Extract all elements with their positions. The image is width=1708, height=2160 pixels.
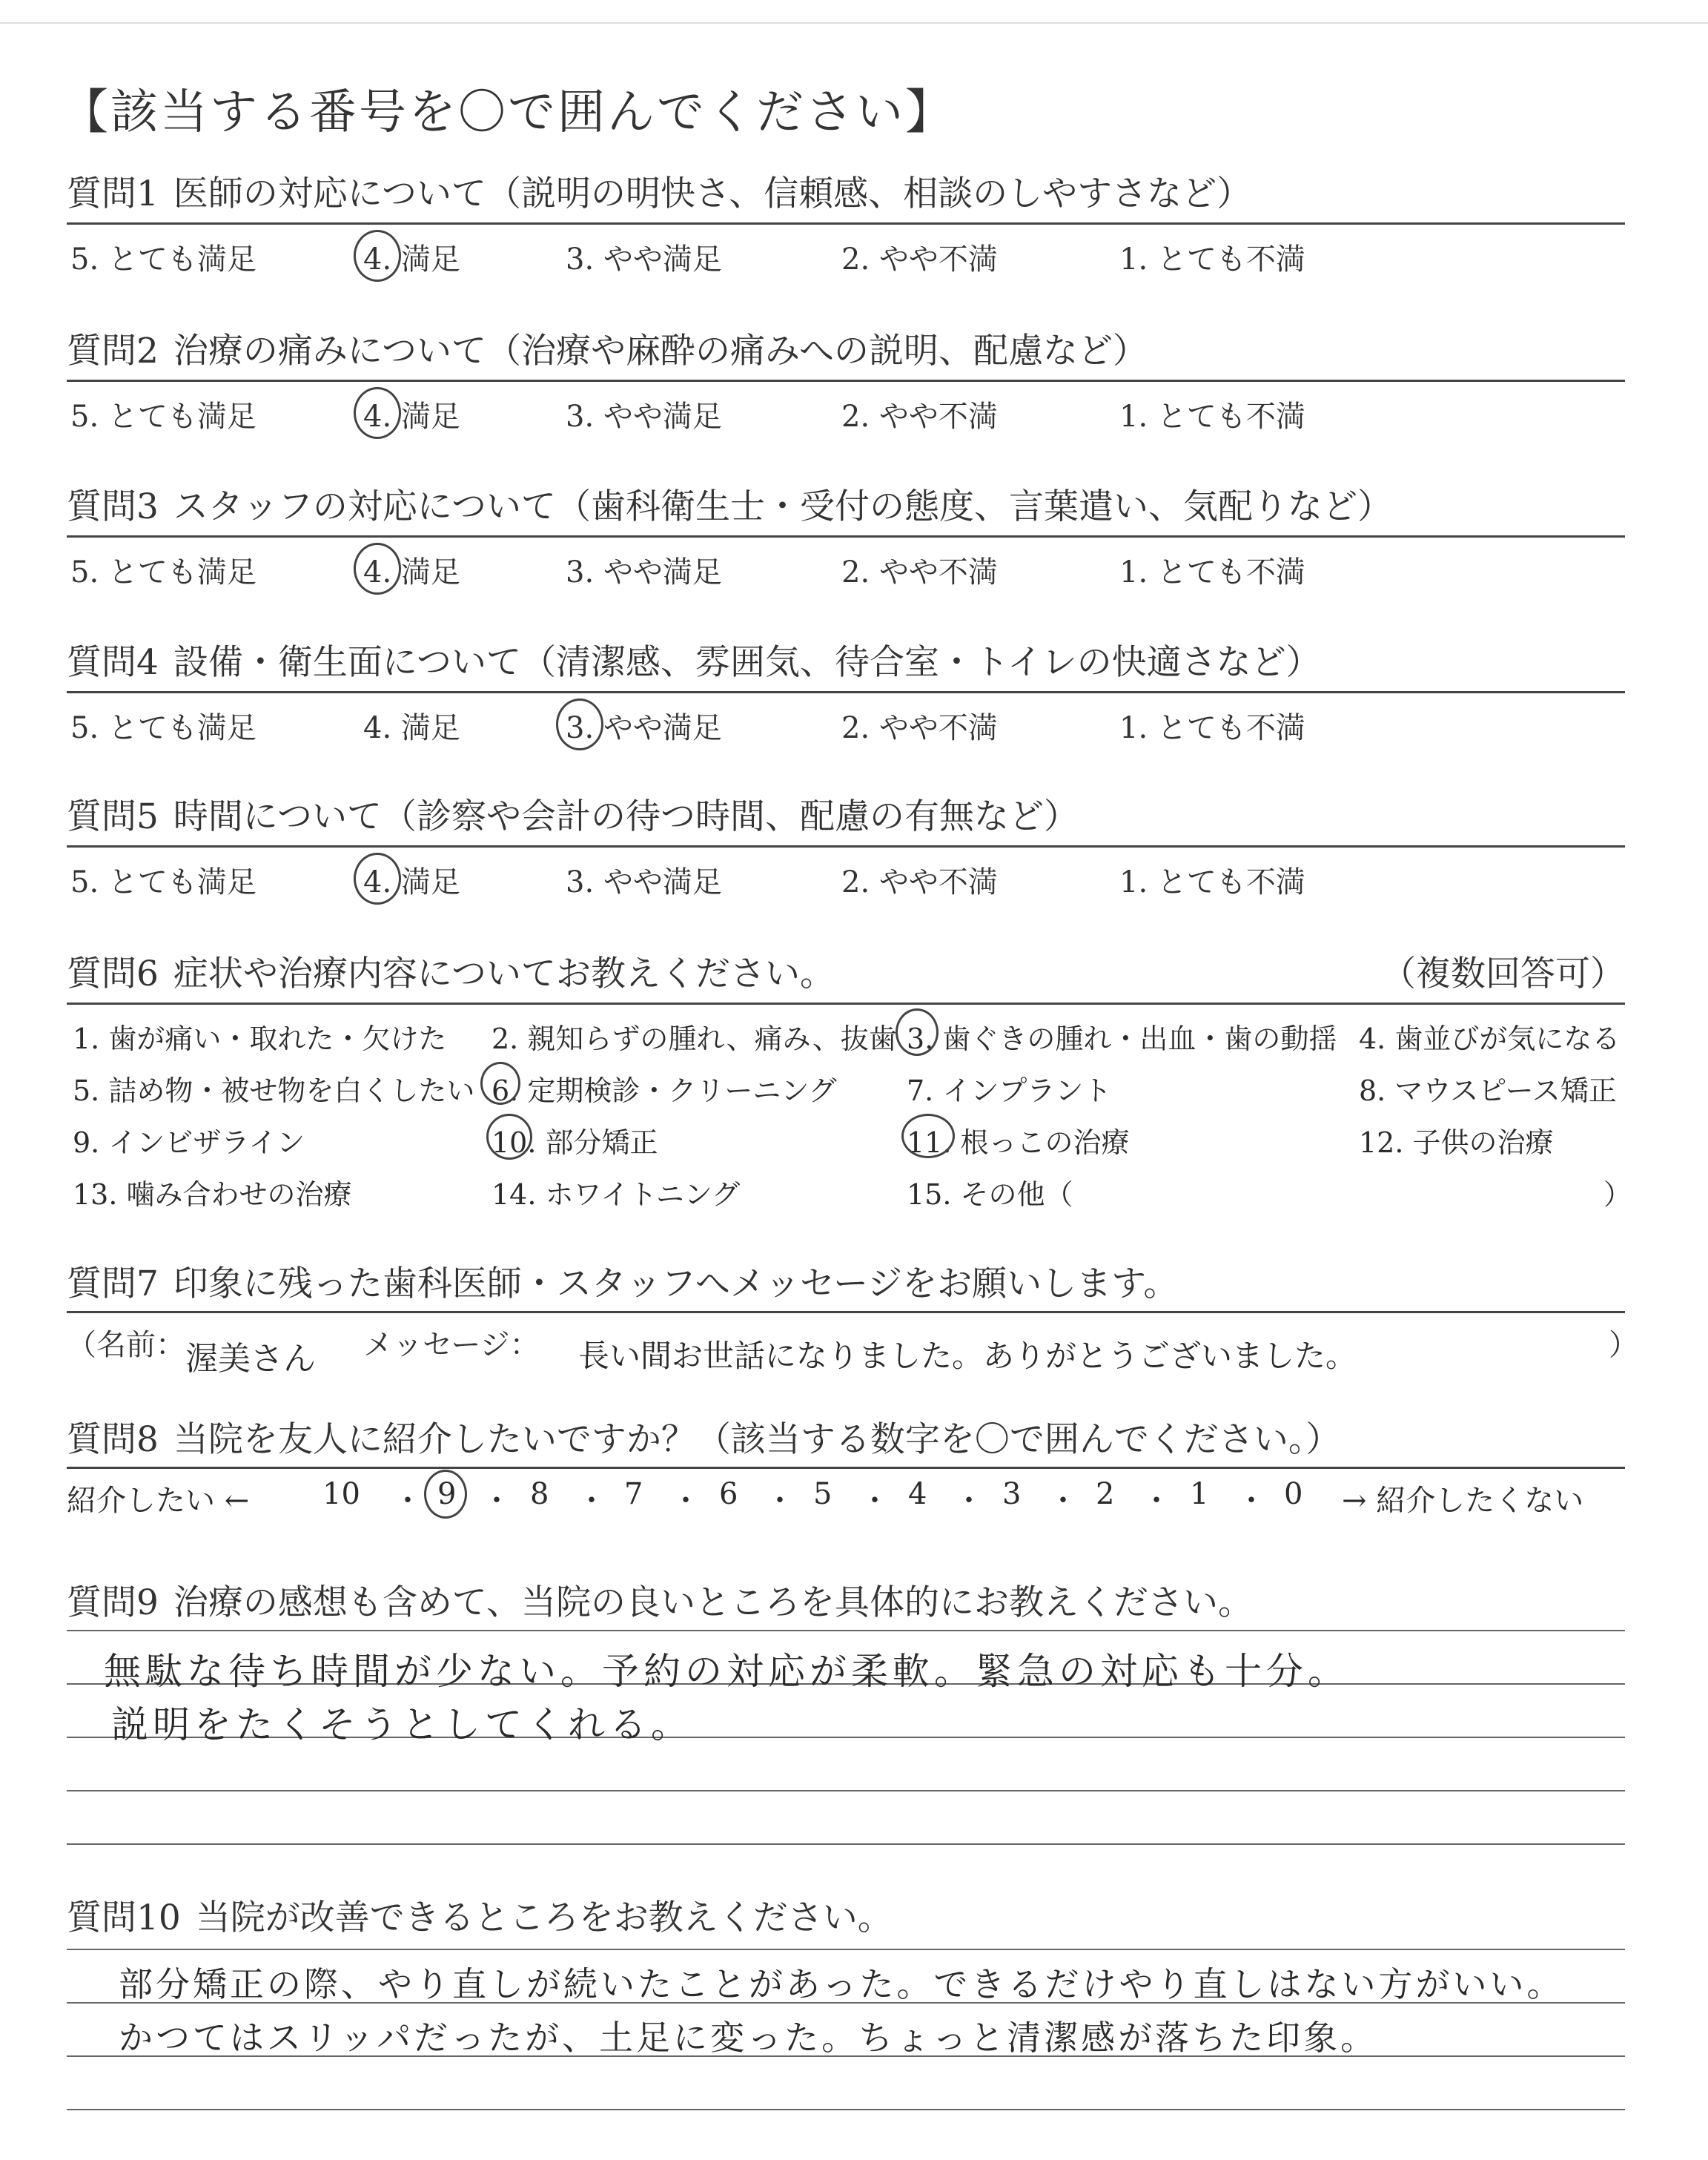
scale-6[interactable]: 6 [719,1477,738,1511]
answer-lines-q10 [67,1949,1625,2156]
top-divider [0,22,1708,24]
question-title: 印象に残った歯科医師・スタッフへメッセージをお願いします。 [173,1264,1179,1304]
option-3[interactable]: 3. やや満足 [566,400,722,434]
rule-q7 [67,1311,1625,1313]
option-3[interactable]: 3. やや満足 [566,711,722,745]
question-10 [67,1895,1625,1942]
question-title: 症状や治療内容についてお教えください。 [173,954,835,994]
question-title: 医師の対応について（説明の明快さ、信頼感、相談のしやすさなど） [173,174,1252,214]
question-title: 設備・衛生面について（清潔感、雰囲気、待合室・トイレの快適さなど） [173,642,1321,683]
question-title: 治療の痛みについて（治療や麻酔の痛みへの説明、配慮など） [173,331,1148,371]
selection-circle [901,1114,955,1158]
option-1[interactable]: 1. とても不満 [1119,555,1305,589]
question-title: 当院を友人に紹介したいですか？（該当する数字を〇で囲んでください。） [173,1419,1341,1460]
scale-8[interactable]: 8 [530,1477,549,1511]
symptom-option-9[interactable]: 9. インビザライン [73,1126,305,1159]
option-4[interactable]: 4. 満足 [363,242,460,277]
message-row [67,1321,1638,1378]
question-number: 質問2 [67,331,159,371]
option-3[interactable]: 3. やや満足 [566,555,722,589]
option-5[interactable]: 5. とても満足 [70,711,256,745]
scale-2[interactable]: 2 [1096,1477,1115,1511]
option-5[interactable]: 5. とても満足 [70,400,256,434]
symptom-option-6[interactable]: 6. 定期検診・クリーニング [491,1074,837,1107]
question-4 [67,639,1625,687]
option-3[interactable]: 3. やや満足 [566,865,722,899]
recommend-right-label: → 紹介したくない [1342,1484,1584,1518]
rule-q6 [67,1003,1625,1005]
option-2[interactable]: 2. やや不満 [841,711,998,745]
scale-10[interactable]: 10 [322,1477,360,1511]
selection-circle [424,1470,467,1519]
answer-line-1[interactable]: 無駄な待ち時間が少ない。予約の対応が柔軟。緊急の対応も十分。 [104,1650,1349,1693]
question-title: スタッフの対応について（歯科衛生士・受付の態度、言葉遣い、気配りなど） [173,486,1392,527]
symptom-option-7[interactable]: 7. インプラント [907,1074,1112,1107]
answer-lines-q9 [67,1630,1625,1852]
question-3 [67,483,1625,531]
option-1[interactable]: 1. とても不満 [1119,242,1305,277]
symptom-option-5[interactable]: 5. 詰め物・被せ物を白くしたい [73,1074,475,1107]
option-1[interactable]: 1. とても不満 [1119,865,1305,899]
symptom-option-3[interactable]: 3. 歯ぐきの腫れ・出血・歯の動揺 [907,1023,1337,1055]
question-title: 当院が改善できるところをお教えください。 [195,1898,893,1938]
selection-circle [354,543,401,595]
question-number: 質問10 [67,1898,181,1938]
answer-line-2[interactable]: かつてはスリッパだったが、土足に変った。ちょっと清潔感が落ちた印象。 [119,2018,1378,2058]
symptom-option-11[interactable]: 11. 根っこの治療 [907,1126,1130,1159]
option-4[interactable]: 4. 満足 [363,400,460,434]
question-2 [67,328,1625,375]
question-6 [67,951,1625,998]
question-title: 時間について（診察や会計の待つ時間、配慮の有無など） [173,796,1079,837]
page-header: 【該当する番号を〇で囲んでください】 [61,85,955,140]
symptom-options [73,1016,1632,1231]
option-3[interactable]: 3. やや満足 [566,242,722,277]
question-1 [67,171,1625,218]
symptom-option-2[interactable]: 2. 親知らずの腫れ、痛み、抜歯 [491,1023,897,1055]
question-number: 質問6 [67,954,159,994]
option-2[interactable]: 2. やや不満 [841,555,998,589]
multiple-answer-note: （複数回答可） [1381,954,1625,994]
question-number: 質問4 [67,642,159,683]
option-5[interactable]: 5. とても満足 [70,555,256,589]
question-number: 質問7 [67,1264,159,1304]
option-1[interactable]: 1. とても不満 [1119,400,1305,434]
recommend-scale: 紹介したい ← 10 ・ 9 ・ 8 ・ 7 ・ 6 ・ 5 ・ 4 ・ 3 ・ 2 ・ 1 ・ 0 → 紹介したくない [67,1477,1625,1526]
other-close-paren: ） [1603,1178,1632,1211]
option-4[interactable]: 4. 満足 [363,865,460,899]
symptom-option-15[interactable]: 15. その他（ [907,1178,1073,1211]
message-label: メッセージ： [363,1328,540,1362]
name-label: （名前： [67,1328,185,1362]
answer-line-1[interactable]: 部分矯正の際、やり直しが続いたことがあった。できるだけやり直しはない方がいい。 [119,1964,1564,2004]
selection-circle [896,1008,939,1056]
rule-q1 [67,222,1625,225]
option-4[interactable]: 4. 満足 [363,711,460,745]
rule-q8 [67,1467,1625,1469]
symptom-option-10[interactable]: 10. 部分矯正 [491,1126,658,1159]
symptom-option-13[interactable]: 13. 噛み合わせの治療 [73,1178,352,1211]
option-1[interactable]: 1. とても不満 [1119,711,1305,745]
question-number: 質問5 [67,796,159,837]
option-5[interactable]: 5. とても満足 [70,865,256,899]
symptom-option-4[interactable]: 4. 歯並びが気になる [1359,1023,1621,1055]
question-number: 質問1 [67,174,159,214]
option-2[interactable]: 2. やや不満 [841,400,998,434]
symptom-option-1[interactable]: 1. 歯が痛い・取れた・欠けた [73,1023,447,1055]
option-2[interactable]: 2. やや不満 [841,865,998,899]
message-value[interactable]: 長い間お世話になりました。ありがとうございました。 [578,1338,1357,1374]
recommend-left-label: 紹介したい ← [67,1484,250,1518]
rule-q4 [67,691,1625,693]
scale-9[interactable]: 9 [437,1477,457,1511]
selection-circle [556,698,603,750]
symptom-option-8[interactable]: 8. マウスピース矯正 [1359,1074,1617,1107]
question-5 [67,793,1625,841]
selection-circle [354,230,401,282]
scale-5[interactable]: 5 [813,1477,833,1511]
option-2[interactable]: 2. やや不満 [841,242,998,277]
rule-q2 [67,380,1625,382]
scale-1[interactable]: 1 [1190,1477,1209,1511]
question-number: 質問8 [67,1419,159,1460]
selection-circle [354,387,401,439]
message-close-paren: ） [1609,1328,1638,1362]
symptom-option-14[interactable]: 14. ホワイトニング [491,1178,741,1211]
option-5[interactable]: 5. とても満足 [70,242,256,277]
selection-circle [486,1114,532,1160]
scale-0[interactable]: 0 [1284,1477,1303,1511]
question-title: 治療の感想も含めて、当院の良いところを具体的にお教えください。 [173,1582,1253,1623]
question-8 [67,1416,1625,1464]
selection-circle [480,1062,520,1105]
scale-4[interactable]: 4 [908,1477,927,1511]
scale-7[interactable]: 7 [624,1477,643,1511]
rule-q3 [67,535,1625,538]
selection-circle [354,853,401,905]
scale-3[interactable]: 3 [1002,1477,1022,1511]
question-number: 質問3 [67,486,159,527]
name-value[interactable]: 渥美さん [185,1340,316,1378]
rule-q5 [67,845,1625,848]
option-4[interactable]: 4. 満足 [363,555,460,589]
question-number: 質問9 [67,1582,159,1623]
symptom-option-12[interactable]: 12. 子供の治療 [1359,1126,1554,1159]
answer-line-2[interactable]: 説明をたくそうとしてくれる。 [111,1703,692,1746]
question-9 [67,1579,1625,1627]
question-7 [67,1261,1625,1308]
